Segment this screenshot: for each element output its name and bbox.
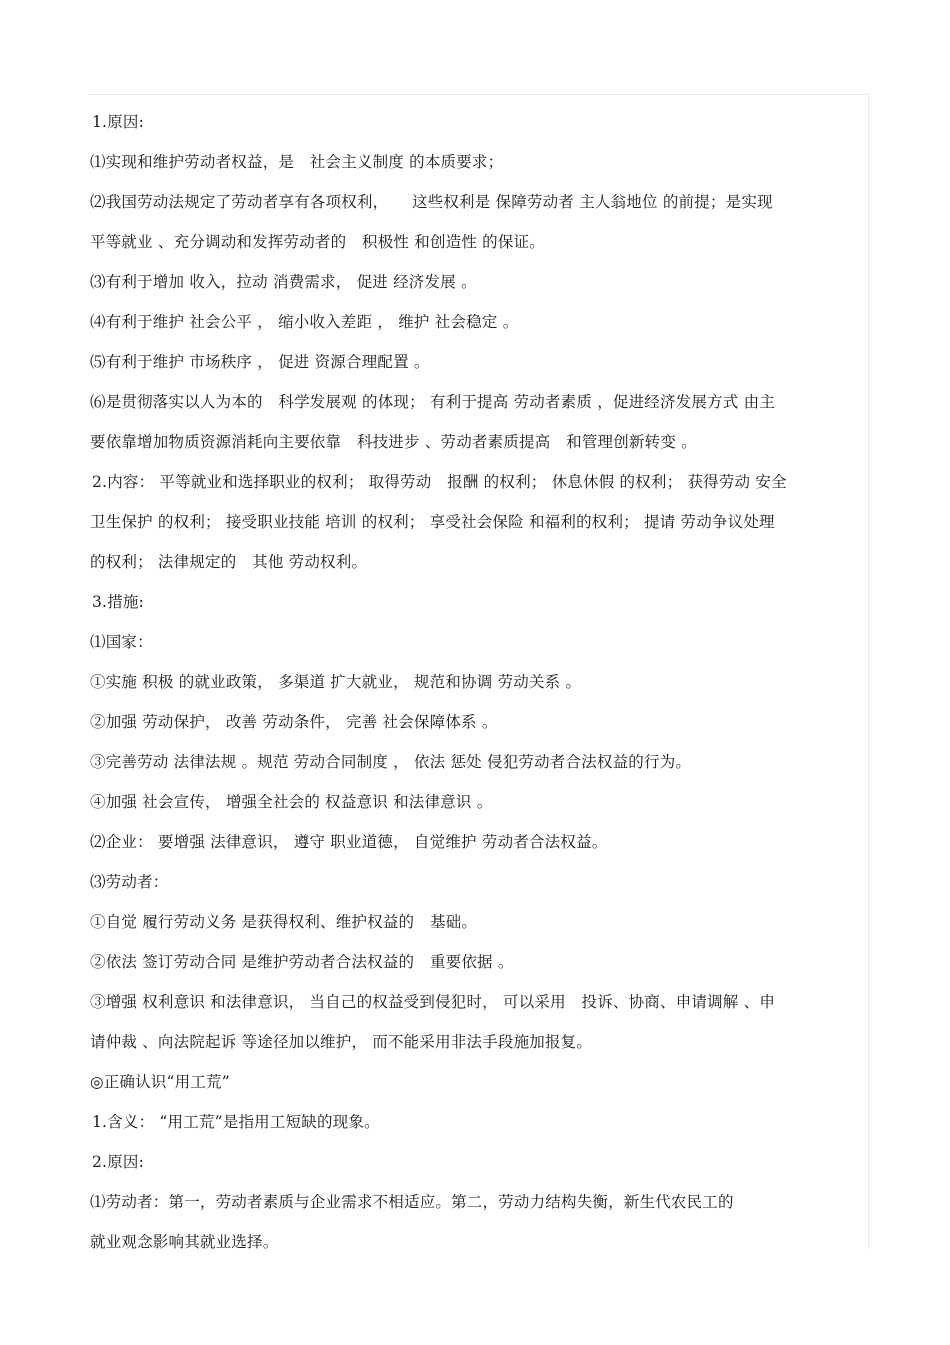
subheading-workers: ⑶劳动者： — [90, 873, 169, 891]
list-item: ①自觉 履行劳动义务 是获得权利、维护权益的 基础。 — [90, 913, 478, 931]
subheading-state: ⑴国家： — [90, 633, 153, 651]
paragraph-line: ⑴实现和维护劳动者权益，是 社会主义制度 的本质要求； — [90, 153, 504, 171]
paragraph-line: 卫生保护 的权利； 接受职业技能 培训 的权利； 享受社会保险 和福利的权利； 提请 劳动争议处理 — [90, 513, 775, 531]
heading-content: 2.内容： 平等就业和选择职业的权利； 取得劳动 报酬 的权利； 休息休假 的权利； 获得劳动 安全 — [92, 473, 787, 491]
list-item: ③完善劳动 法律法规 。规范 劳动合同制度 ， 依法 惩处 侵犯劳动者合法权益的行为。 — [90, 753, 692, 771]
paragraph-line: 请仲裁 、向法院起诉 等途径加以维护， 而不能采用非法手段施加报复。 — [90, 1033, 593, 1051]
list-item: ①实施 积极 的就业政策， 多渠道 扩大就业， 规范和协调 劳动关系 。 — [90, 673, 582, 691]
paragraph-line: ⑴劳动者：第一，劳动者素质与企业需求不相适应。第二，劳动力结构失衡，新生代农民工的 — [90, 1193, 734, 1211]
subheading-enterprise: ⑵企业： 要增强 法律意识， 遵守 职业道德， 自觉维护 劳动者合法权益。 — [90, 833, 608, 851]
heading-meaning: 1.含义： “用工荒”是指用工短缺的现象。 — [92, 1113, 380, 1131]
section-heading-labor-shortage: ◎正确认识“用工荒” — [90, 1073, 230, 1091]
paragraph-line: 平等就业 、充分调动和发挥劳动者的 积极性 和创造性 的保证。 — [90, 233, 545, 251]
heading-reasons: 1.原因: — [92, 113, 145, 131]
paragraph-line: 要依靠增加物质资源消耗向主要依靠 科技进步 、劳动者素质提高 和管理创新转变 。 — [90, 433, 697, 451]
paragraph-line: ⑷有利于维护 社会公平 ， 缩小收入差距 ， 维护 社会稳定 。 — [90, 313, 519, 331]
paragraph-line: ⑶有利于增加 收入，拉动 消费需求， 促进 经济发展 。 — [90, 273, 477, 291]
list-item: ④加强 社会宣传， 增强全社会的 权益意识 和法律意识 。 — [90, 793, 493, 811]
paragraph-line: 就业观念影响其就业选择。 — [90, 1233, 279, 1251]
paragraph-line: 的权利； 法律规定的 其他 劳动权利。 — [90, 553, 368, 571]
heading-causes: 2.原因: — [92, 1153, 145, 1171]
list-item: ②依法 签订劳动合同 是维护劳动者合法权益的 重要依据 。 — [90, 953, 514, 971]
list-item: ②加强 劳动保护， 改善 劳动条件， 完善 社会保障体系 。 — [90, 713, 498, 731]
paragraph-line: ⑸有利于维护 市场秩序 ， 促进 资源合理配置 。 — [90, 353, 430, 371]
document-body — [90, 102, 870, 1262]
list-item: ③增强 权利意识 和法律意识， 当自己的权益受到侵犯时， 可以采用 投诉、协商、申请调解 、申 — [90, 993, 776, 1011]
heading-measures: 3.措施: — [92, 593, 145, 611]
paragraph-line: ⑹是贯彻落实以人为本的 科学发展观 的体现； 有利于提高 劳动者素质 ，促进经济发展方式 由主 — [90, 393, 776, 411]
paragraph-line: ⑵我国劳动法规定了劳动者享有各项权利， 这些权利是 保障劳动者 主人翁地位 的前提；是实现 — [90, 193, 773, 211]
